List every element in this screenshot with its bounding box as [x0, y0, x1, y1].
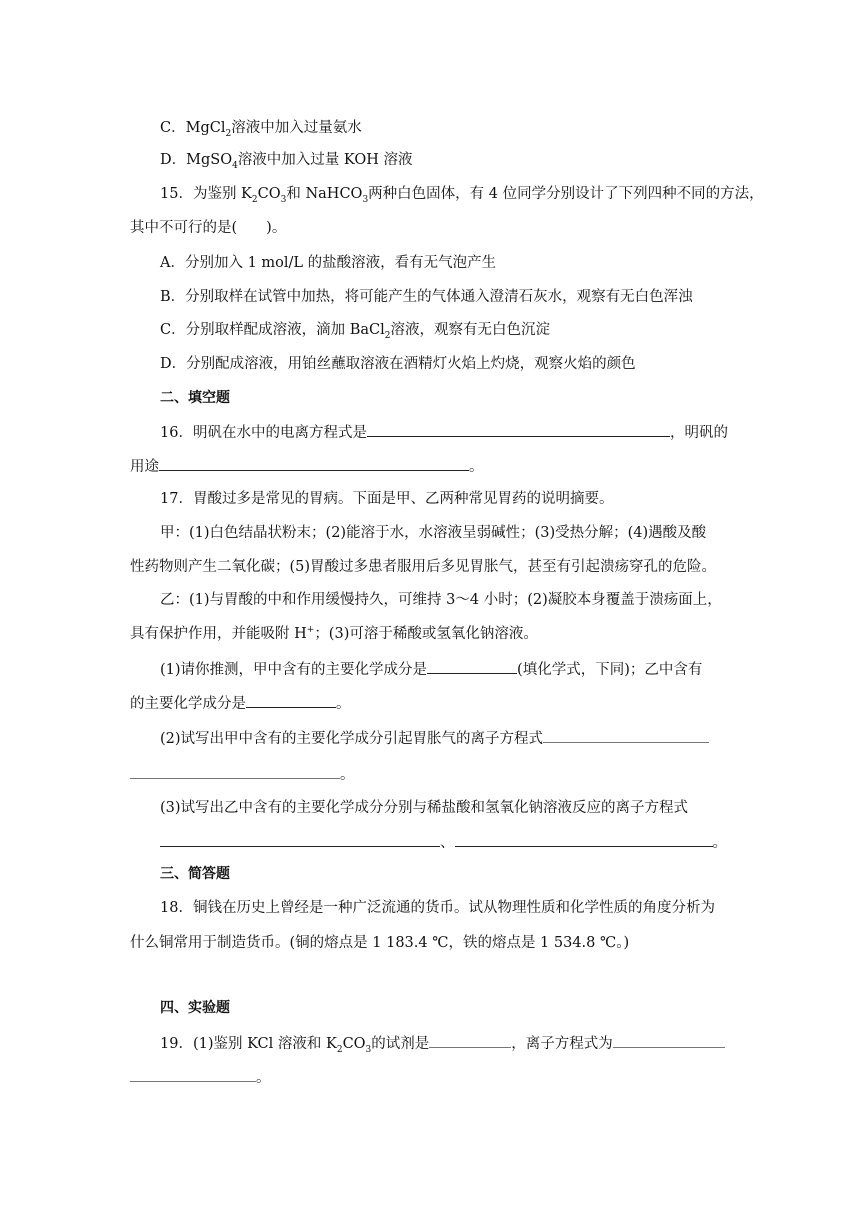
q16-line2: 用途 。	[130, 455, 484, 477]
q17-yi-line1: 乙：(1)与胃酸的中和作用缓慢持久，可维持 3～4 小时；(2)凝胶本身覆盖于溃疡面上，	[160, 592, 722, 608]
answer-blank[interactable]	[246, 692, 336, 708]
q17-yi-line2: 具有保护作用，并能吸附 H+；(3)可溶于稀酸或氢氧化钠溶液。	[130, 625, 538, 642]
q17-part1-line2: 的主要化学成分是 。	[130, 692, 351, 714]
q16-line1: 16．明矾在水中的电离方程式是 ，明矾的	[160, 421, 728, 443]
section-heading-short-answer: 三、简答题	[160, 866, 230, 882]
q19-line1: 19．(1)鉴别 KCl 溶液和 $K_2CO_3$的试剂是 ，离子方程式为	[160, 1032, 725, 1054]
q15-stem: 15．为鉴别 $K_2CO_3$和 NaHCO$_3$两种白色固体，有 4 位同学分别设计了下列四种不同的方法，	[160, 186, 764, 205]
section-heading-experiment: 四、实验题	[160, 1000, 230, 1016]
section-heading-fill-blank: 二、填空题	[160, 390, 230, 406]
answer-blank[interactable]	[543, 727, 709, 743]
answer-blank[interactable]	[367, 421, 670, 437]
q17-jia-line1: 甲：(1)白色结晶状粉末；(2)能溶于水，水溶液呈弱碱性；(3)受热分解；(4)遇酸及酸	[160, 525, 707, 541]
answer-blank[interactable]	[130, 763, 340, 779]
q14-option-c: C．MgCl$_2$溶液中加入过量氨水	[160, 120, 362, 139]
answer-blank[interactable]	[613, 1032, 725, 1048]
q18-line1: 18．铜钱在历史上曾经是一种广泛流通的货币。试从物理性质和化学性质的角度分析为	[160, 900, 715, 916]
q15-stem-line2: 其中不可行的是( )。	[130, 220, 287, 236]
q15-option-c: C．分别取样配成溶液，滴加 BaCl$_2$溶液，观察有无白色沉淀	[160, 322, 550, 341]
answer-blank[interactable]	[429, 1032, 511, 1048]
q17-part2-line1: (2)试写出甲中含有的主要化学成分引起胃胀气的离子方程式	[160, 727, 709, 749]
q17-part1-line1: (1)请你推测，甲中含有的主要化学成分是 (填化学式，下同)；乙中含有	[160, 658, 702, 680]
q17-part2-line2: 。	[130, 763, 355, 785]
q18-line2: 什么铜常用于制造货币。(铜的熔点是 1 183.4 ℃，铁的熔点是 1 534.8 ℃。)	[130, 935, 630, 951]
q17-jia-line2: 性药物则产生二氧化碳；(5)胃酸过多患者服用后多见胃胀气，甚至有引起溃疡穿孔的危险。	[130, 559, 717, 575]
q15-option-d: D．分别配成溶液，用铂丝蘸取溶液在酒精灯火焰上灼烧，观察火焰的颜色	[160, 356, 636, 372]
q14-option-d: D．MgSO$_4$溶液中加入过量 KOH 溶液	[160, 152, 413, 171]
q19-line2: 。	[130, 1066, 271, 1088]
q17-stem: 17．胃酸过多是常见的胃病。下面是甲、乙两种常见胃药的说明摘要。	[160, 491, 614, 507]
answer-blank[interactable]	[427, 658, 517, 674]
answer-blank[interactable]	[159, 455, 469, 471]
q15-option-b: B．分别取样在试管中加热，将可能产生的气体通入澄清石灰水，观察有无白色浑浊	[160, 289, 693, 305]
answer-blank[interactable]	[455, 831, 713, 847]
answer-blank[interactable]	[160, 831, 440, 847]
q15-option-a: A．分别加入 1 mol/L 的盐酸溶液，看有无气泡产生	[160, 255, 497, 271]
q17-part3-line2: 、 。	[160, 831, 727, 853]
q17-part3-line1: (3)试写出乙中含有的主要化学成分分别与稀盐酸和氢氧化钠溶液反应的离子方程式	[160, 800, 689, 816]
answer-blank[interactable]	[130, 1066, 256, 1082]
